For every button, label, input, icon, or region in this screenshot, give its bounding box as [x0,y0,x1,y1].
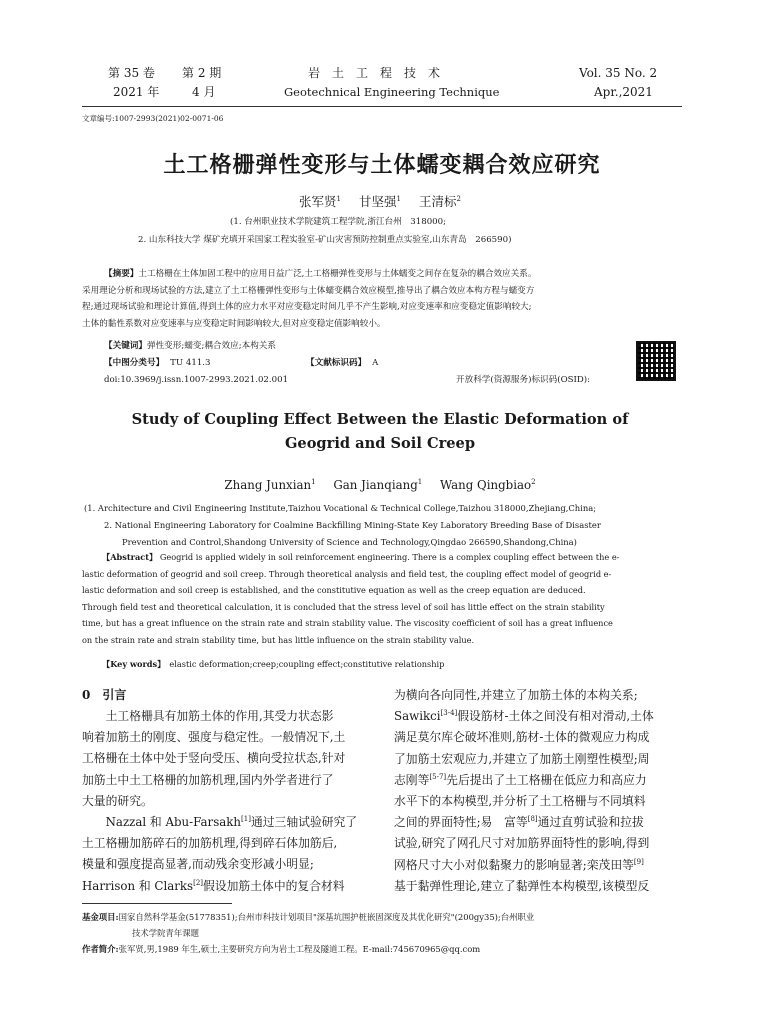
citation-text: 志刚等 [394,772,430,787]
header-volume-en: Vol. 35 No. 2 [579,66,658,80]
paragraph-line: 水平下的本构模型,并分析了土工格栅与不同填料 [394,794,646,809]
document-code [306,355,378,372]
abstract-en-line: Geogrid is applied widely in soil reinforcement engineering. There is a complex coupling effect between the e- [159,552,620,562]
affiliation-cn-1: (1. 台州职业技术学院建筑工程学院,浙江台州 318000; [230,217,446,227]
citation-tail: 假设加筋土体中的复合材料 [203,878,345,893]
header-volume-cn: 第 35 卷 [108,66,155,80]
paragraph-line: 土工格栅具有加筋土体的作用,其受力状态影 [105,709,334,723]
keywords-cn [104,338,276,355]
clc-number [104,355,210,372]
author-en: Wang Qingbiao [440,478,532,492]
author-cn: 张军贤 [299,194,337,209]
citation-text: 网格尺寸大小对似黏聚力的影响显著;栾茂田等 [394,857,634,872]
left-column [82,706,376,897]
clc-value: TU 411.3 [170,358,211,368]
author-sup: 1 [417,478,423,487]
footnote-fund [82,909,534,926]
paragraph-line [394,812,686,833]
paragraph-line [394,770,686,791]
footnote-author [82,941,480,958]
paragraph-line: 土工格栅加筋碎石的加筋机理,得到碎石体加筋后, [82,836,338,851]
title-en-line: Geogrid and Soil Creep [284,435,476,452]
paragraph-line: 试验,研究了网孔尺寸对加筋界面特性的影响,得到 [394,836,650,851]
paragraph-line: 工格栅在土体中处于竖向受压、横向受拉状态,针对 [82,751,346,766]
header-rule [82,106,682,107]
author-en: Gan Jianqiang [333,478,418,492]
doc-code-value: A [372,358,379,368]
header-year-cn: 2021 年 [113,85,160,99]
paragraph-line: 大量的研究。 [82,793,153,808]
paragraph-line [82,876,376,897]
section-heading [82,686,126,703]
abstract-en [82,549,684,648]
author-info-label: 作者简介: [82,944,119,954]
paragraph-line: 基于黏弹性理论,建立了黏弹性本构模型,该模型反 [394,878,650,893]
citation-text: Sawikci [394,709,441,724]
author-sup: 2 [531,478,536,487]
citation-ref: [2] [193,878,204,887]
fund-label: 基金项目: [82,912,119,922]
section-number: 0 [82,688,91,702]
paragraph-line: 模量和强度提高显著,而动残余变形减小明显; [82,857,314,872]
section-title: 引言 [102,688,127,702]
fund-text: 国家自然科学基金(51778351);台州市科技计划项目"深基坑围护桩嵌固深度及其优化研究"(200gy35);台州职业 [118,912,535,922]
affiliation-en-3: Prevention and Control,Shandong University of Science and Technology,Qingdao 266590,Shandong,China) [122,537,577,547]
author-sup: 1 [336,194,342,203]
citation-ref: [3-4] [440,709,458,718]
paragraph-line: 为横向各向同性,并建立了加筋土体的本构关系; [394,688,638,702]
paragraph-line: 响着加筋土的刚度、强度与稳定性。一般情况下,土 [82,730,346,745]
affiliation-cn-2: 2. 山东科技大学 煤矿充填开采国家工程实验室-矿山灾害预防控制重点实验室,山东青岛 266590) [138,235,512,245]
citation-ref: [5-7] [429,772,447,781]
qr-code-icon[interactable] [636,341,676,381]
paragraph-line [394,855,686,876]
abstract-cn-label: 【摘要】 [104,269,139,279]
paragraph-line: 了加筋土宏观应力,并建立了加筋土刚塑性模型;周 [394,751,650,766]
header-journal-en: Geotechnical Engineering Technique [284,85,500,99]
abstract-cn-line: 程;通过现场试验和理论计算值,得到土体的应力水平对应变稳定时间几乎不产生影响,对应变速率和应变稳定值影响较大; [82,302,532,312]
header-issue-cn: 第 2 期 [182,66,222,80]
paragraph-line [394,706,686,727]
keywords-en-label: 【Key words】 [102,659,162,669]
author-cn: 甘坚强 [359,194,397,209]
title-en-line: Study of Coupling Effect Between the Elastic Deformation of [131,411,629,428]
citation-ref: [1] [241,815,251,824]
title-cn: 土工格栅弹性变形与土体蠕变耦合效应研究 [163,152,601,178]
abstract-cn-line: 土体的黏性系数对应变速率与应变稳定时间影响较大,但对应变稳定值影响较小。 [82,318,386,329]
author-sup: 1 [396,194,401,203]
abstract-en-line: lastic deformation and soil creep is established, and the constitutive equation as well as the creep equation are deduced. [82,585,586,595]
title-en [0,408,760,456]
keywords-cn-text: 弹性变形;蠕变;耦合效应;本构关系 [146,341,276,351]
citation-text: 之间的界面特性;易 富等 [394,815,528,830]
affiliation-en-2: 2. National Engineering Laboratory for Coalmine Backfilling Mining-State Key Laboratory Breeding Base of Disaster [104,520,601,530]
footnote-rule [82,903,232,904]
right-column [394,685,686,897]
citation-tail: 假设筋材-土体之间没有相对滑动,土体 [457,709,654,724]
citation-text: Nazzal 和 Abu-Farsakh [105,815,242,830]
footnote-fund-cont: 技术学院青年课题 [132,928,199,938]
affiliation-en-1: (1. Architecture and Civil Engineering Institute,Taizhou Vocational & Technical College,Taizhou 318000,Zhejiang,China; [84,503,597,513]
doi: doi:10.3969/j.issn.1007-2993.2021.02.001 [104,375,289,385]
abstract-en-line: Through field test and theoretical calculation, it is concluded that the stress level of soil has little effect on the strain stability [82,601,605,612]
abstract-en-label: 【Abstract】 [102,552,158,562]
article-number: 文章编号:1007-2993(2021)02-0071-06 [82,114,224,123]
osid-label: 开放科学(资源服务)标识码(OSID): [456,375,591,385]
citation-text: Harrison 和 Clarks [82,878,194,893]
abstract-cn-line: 采用理论分析和现场试验的方法,建立了土工格栅弹性变形与土体蠕变耦合效应模型,推导出了耦合效应本构方程与蠕变方 [82,285,535,296]
keywords-en-text: elastic deformation;creep;coupling effect;constitutive relationship [169,659,445,669]
abstract-en-line: on the strain rate and strain stability time, but has little influence on the strain stability value. [82,634,475,645]
paragraph-line: 加筋土中土工格栅的加筋机理,国内外学者进行了 [82,772,334,787]
author-en: Zhang Junxian [224,478,312,492]
citation-ref: [8] [527,815,538,824]
paragraph-line: 满足莫尔库仑破坏准则,筋材-土体的微观应力构成 [394,730,650,745]
author-info-text: 张军贤,男,1989 年生,硕士,主要研究方向为岩土工程及隧道工程。E-mail:745670965@qq.com [118,944,481,954]
abstract-en-line: lastic deformation of geogrid and soil creep. Through theoretical analysis and field test, the coupling effect model of geogrid e- [82,568,612,579]
authors-en [0,478,760,492]
citation-tail: 先后提出了土工格栅在低应力和高应力 [446,772,647,787]
author-cn: 王清标 [418,194,457,209]
doc-code-label: 【文献标识码】 [306,358,367,368]
header-journal-cn: 岩 土 工 程 技 术 [308,66,441,80]
citation-ref: [9] [633,857,644,866]
header-month-cn: 4 月 [192,85,216,99]
author-sup: 2 [456,194,461,203]
header-date-en: Apr.,2021 [594,85,653,99]
citation-tail: 通过直剪试验和拉拔 [537,815,644,830]
abstract-en-line: time, but has a great influence on the strain rate and strain stability value. The viscosity coefficient of soil has a great influence [82,618,613,628]
clc-label: 【中图分类号】 [104,358,165,368]
abstract-cn-line: 土工格栅在土体加固工程中的应用日益广泛,土工格栅弹性变形与土体蠕变之间存在复杂的耦合效应关系。 [138,269,537,279]
authors-cn [0,192,760,210]
keywords-cn-label: 【关键词】 [104,341,147,351]
author-sup: 1 [311,478,316,487]
citation-tail: 通过三轴试验研究了 [250,815,358,830]
abstract-cn [82,266,684,332]
keywords-en [102,656,444,673]
paragraph-line [82,812,376,833]
